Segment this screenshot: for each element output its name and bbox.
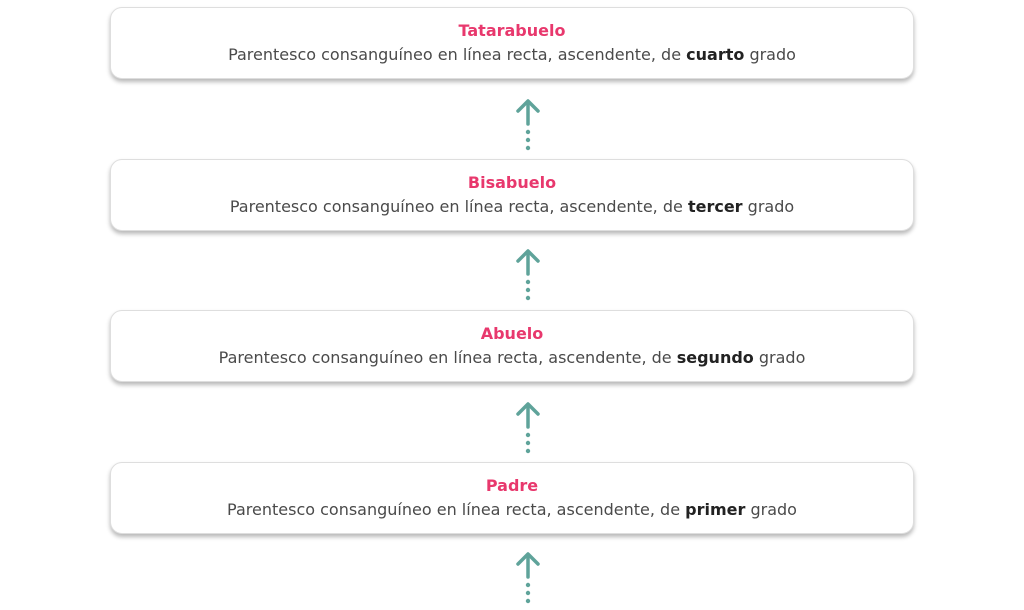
description-text: Parentesco consanguíneo en línea recta, ascendente, de — [228, 45, 682, 64]
grade-label: tercer — [687, 197, 743, 216]
arrow-up-icon — [510, 399, 546, 455]
node-description — [111, 348, 913, 368]
node-abuelo — [110, 310, 914, 382]
description-suffix: grado — [758, 348, 806, 367]
node-title: Bisabuelo — [467, 173, 557, 192]
node-title: Padre — [485, 476, 539, 495]
node-bisabuelo — [110, 159, 914, 231]
description-suffix: grado — [750, 500, 797, 519]
node-description — [111, 197, 913, 217]
grade-label: segundo — [676, 348, 754, 367]
node-tatarabuelo — [110, 7, 914, 79]
node-padre — [110, 462, 914, 534]
node-description — [111, 500, 913, 520]
arrow-up-icon — [510, 246, 546, 302]
description-suffix: grado — [747, 197, 795, 216]
description-text: Parentesco consanguíneo en línea recta, ascendente, de — [229, 197, 683, 216]
node-description — [111, 45, 913, 65]
description-text: Parentesco consanguíneo en línea recta, ascendente, de — [218, 348, 672, 367]
arrow-up-icon — [510, 549, 546, 605]
grade-label: cuarto — [686, 45, 745, 64]
description-suffix: grado — [749, 45, 796, 64]
node-title: Abuelo — [480, 324, 544, 343]
arrow-up-icon — [510, 96, 546, 152]
node-title: Tatarabuelo — [458, 21, 566, 40]
grade-label: primer — [685, 500, 746, 519]
description-text: Parentesco consanguíneo en línea recta, ascendente, de — [227, 500, 681, 519]
